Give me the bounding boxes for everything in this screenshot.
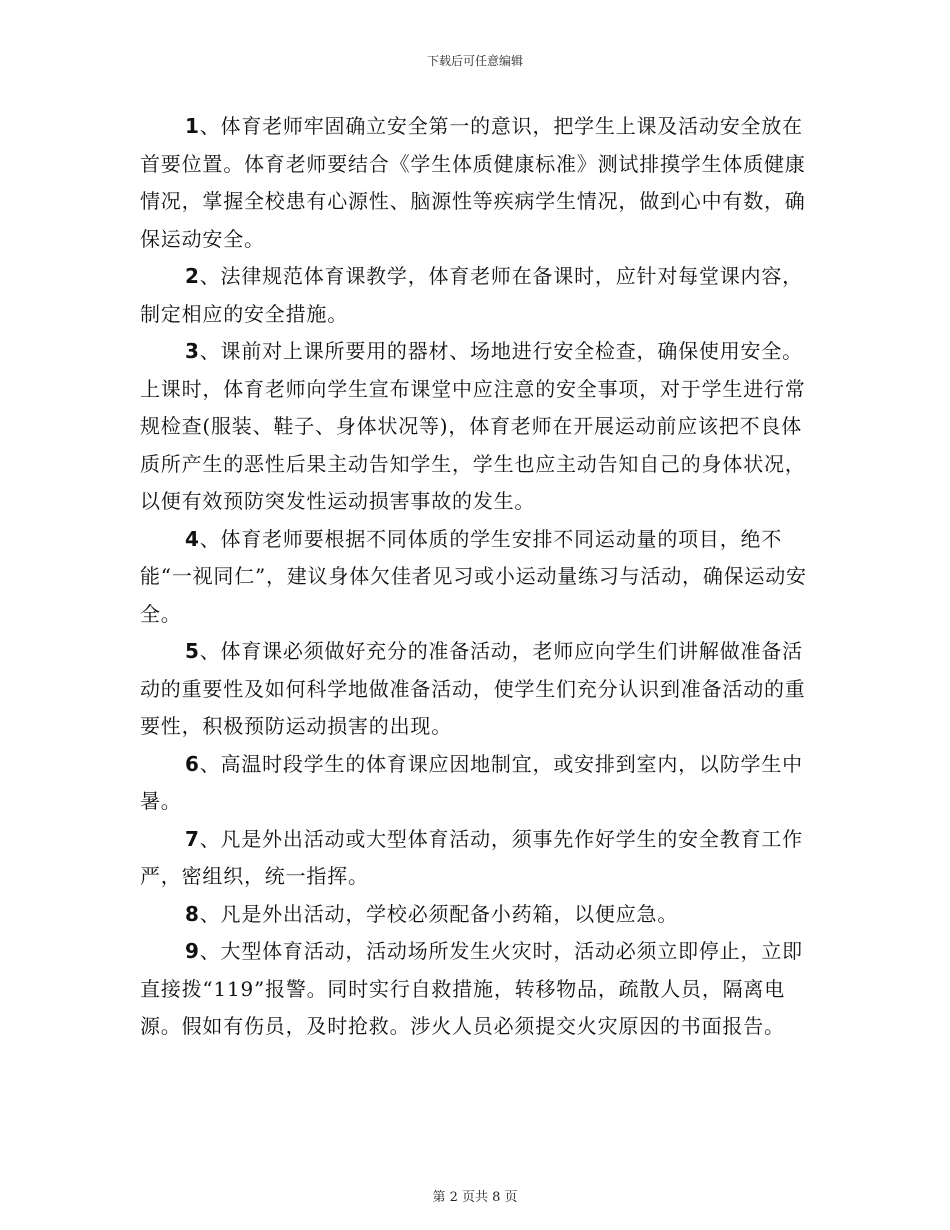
- paragraph-number: 8: [185, 901, 200, 926]
- paragraph-4: [140, 521, 810, 634]
- paragraph-8: [140, 896, 810, 934]
- paragraph-7: [140, 821, 810, 896]
- paragraph-3: [140, 333, 810, 521]
- paragraph-text: 、法律规范体育课教学，体育老师在备课时，应针对每堂课内容，制定相应的安全措施。: [140, 264, 803, 326]
- paragraph-number: 5: [185, 639, 200, 663]
- paragraph-5: [140, 633, 810, 746]
- paragraph-number: 3: [185, 339, 200, 363]
- paragraph-number: 4: [185, 526, 200, 551]
- paragraph-number: 6: [185, 751, 200, 776]
- page-footer: 第 2 页共 8 页: [432, 1190, 518, 1205]
- paragraph-number: 1: [185, 114, 200, 138]
- paragraph-text: 、体育课必须做好充分的准备活动，老师应向学生们讲解做准备活动的重要性及如何科学地做准备活动，使学生们充分认识到准备活动的重要性，积极预防运动损害的出现。: [140, 639, 806, 738]
- paragraph-text: 、课前对上课所要用的器材、场地进行安全检查，确保使用安全。上课时，体育老师向学生宣布课堂中应注意的安全事项，对于学生进行常规检查(服装、鞋子、身体状况等)，体育老师在开展运动前应该把不良体质所产生的恶性后果主动告知学生，学生也应主动告知自己的身体状况，以便有效预防突发性运动损害事故的发生。: [140, 339, 806, 513]
- paragraph-number: 2: [185, 264, 200, 288]
- paragraph-text: 、体育老师要根据不同体质的学生安排不同运动量的项目，绝不能“一视同仁”，建议身体欠佳者见习或小运动量练习与活动，确保运动安全。: [140, 526, 807, 626]
- paragraph-1: [140, 108, 810, 258]
- page-header: 下载后可任意编辑: [426, 54, 523, 68]
- paragraph-text: 、体育老师牢固确立安全第一的意识，把学生上课及活动安全放在首要位置。体育老师要结合《学生体质健康标准》测试排摸学生体质健康情况，掌握全校患有心源性、脑源性等疾病学生情况，做到心中有数，确保运动安全。: [140, 114, 806, 251]
- paragraph-text: 、大型体育活动，活动场所发生火灾时，活动必须立即停止，立即直接拨“119”报警。同时实行自救措施，转移物品，疏散人员，隔离电源。假如有伤员，及时抢救。涉火人员必须提交火灾原因的书面报告。: [140, 939, 803, 1038]
- paragraph-number: 7: [185, 826, 200, 851]
- paragraph-6: [140, 746, 810, 821]
- paragraph-9: [140, 933, 810, 1046]
- paragraph-text: 、凡是外出活动，学校必须配备小药箱，以便应急。: [199, 901, 679, 926]
- document-body: [140, 108, 810, 1046]
- paragraph-number: 9: [185, 939, 200, 963]
- paragraph-text: 、凡是外出活动或大型体育活动，须事先作好学生的安全教育工作严，密组织，统一指挥。: [140, 826, 803, 888]
- paragraph-text: 、高温时段学生的体育课应因地制宜，或安排到室内，以防学生中暑。: [140, 751, 803, 813]
- paragraph-2: [140, 258, 810, 333]
